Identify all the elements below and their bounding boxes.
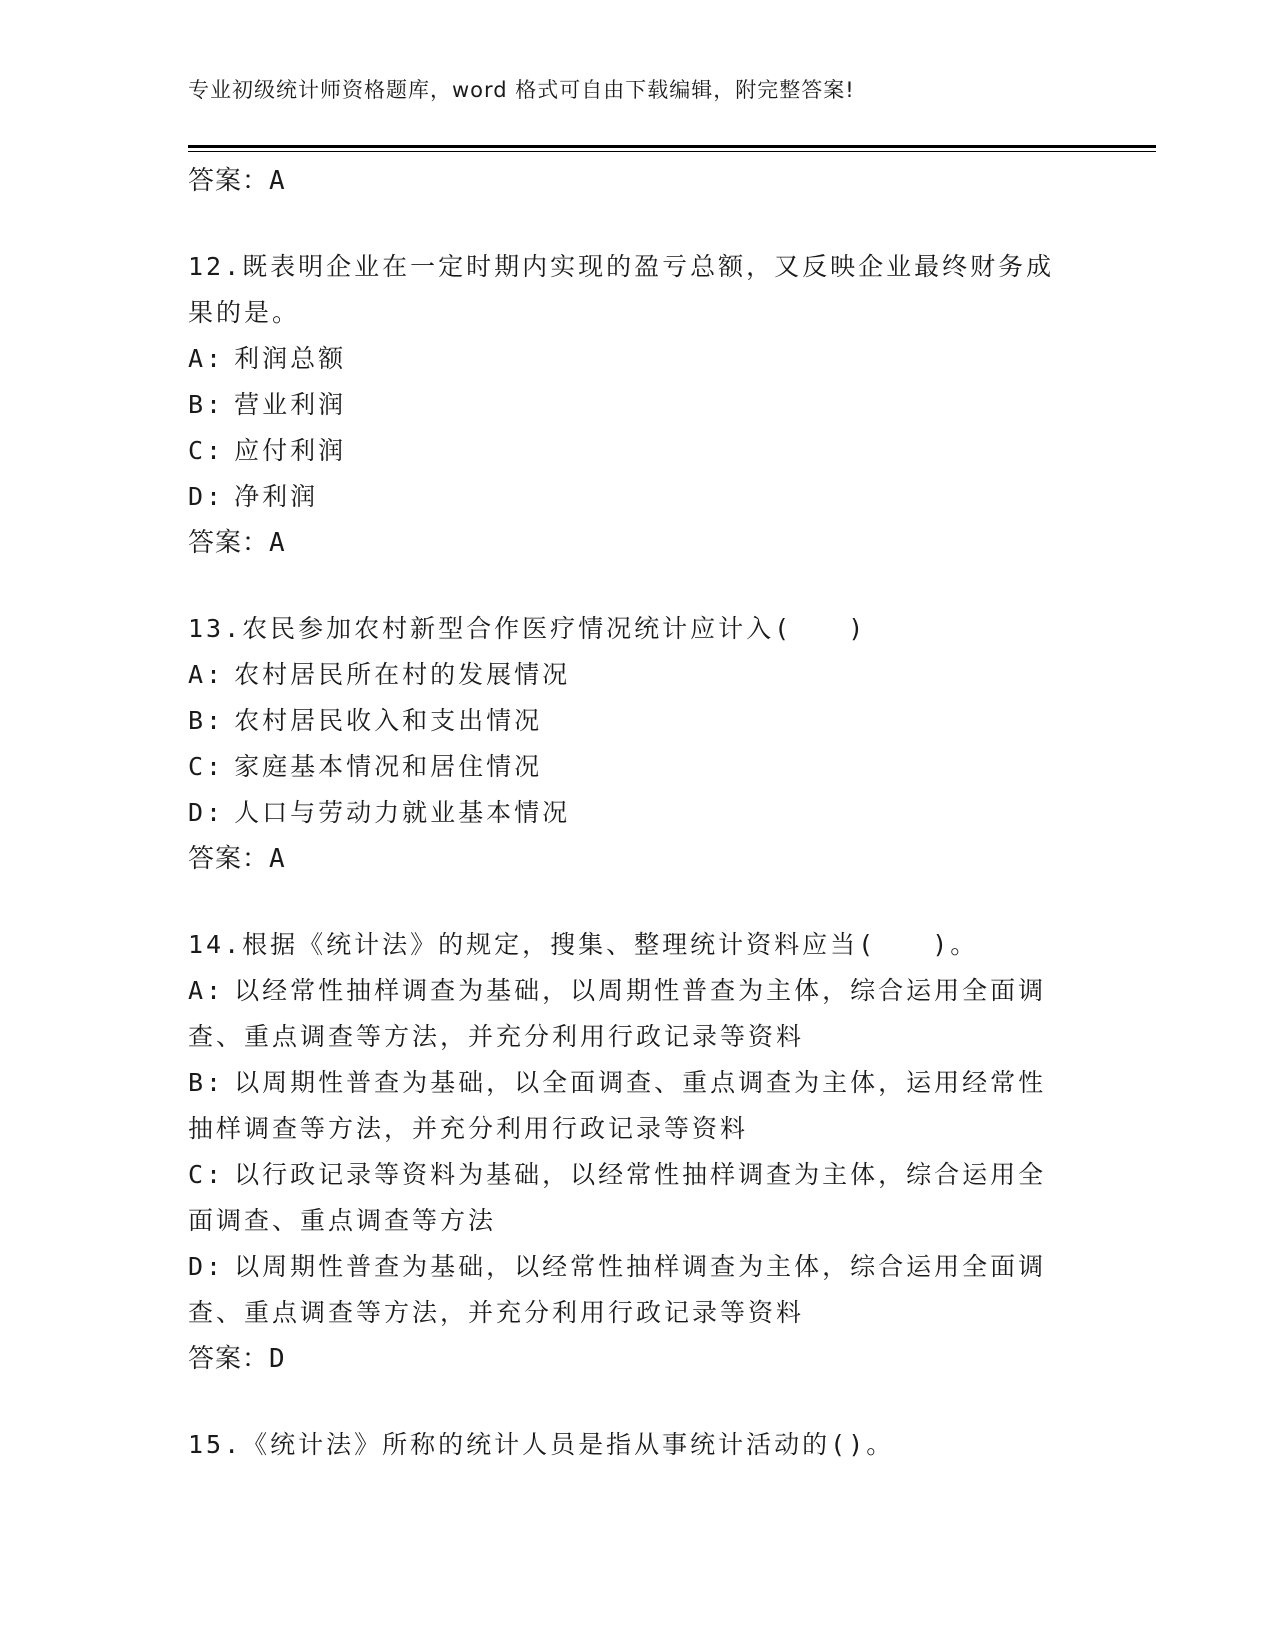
header-rule-thin	[188, 151, 1156, 152]
option-line	[188, 698, 1088, 744]
option-text: 以周期性普查为基础，以全面调查、重点调查为主体，运用经常性	[234, 1068, 1047, 1097]
question-stem-line: 果的是。	[188, 298, 301, 327]
option-key: D:	[188, 1252, 225, 1281]
option-line	[188, 474, 1088, 520]
question-block	[188, 244, 1088, 566]
option-text: 面调查、重点调查等方法	[188, 1206, 497, 1235]
option-key: A:	[188, 976, 225, 1005]
question-block	[188, 1422, 1088, 1468]
option-key: D:	[188, 482, 225, 511]
question-block	[188, 922, 1088, 1382]
question-stem-line: 13.农民参加农村新型合作医疗情况统计应计入( )	[188, 614, 867, 643]
answer-label: 答案：	[188, 844, 270, 874]
question-stem-line: 12.既表明企业在一定时期内实现的盈亏总额，又反映企业最终财务成	[188, 252, 1055, 281]
option-text: 查、重点调查等方法，并充分利用行政记录等资料	[188, 1022, 805, 1051]
question-block	[188, 606, 1088, 882]
answer-line-prev	[188, 158, 1088, 204]
option-text: 以周期性普查为基础，以经常性抽样调查为主体，综合运用全面调	[234, 1252, 1047, 1281]
option-line	[188, 382, 1088, 428]
option-key: C:	[188, 436, 225, 465]
option-line	[188, 1152, 1088, 1198]
answer-value: D	[269, 1344, 286, 1374]
option-text: 农村居民收入和支出情况	[234, 706, 543, 735]
header-note: 专业初级统计师资格题库，word 格式可自由下载编辑，附完整答案!	[188, 78, 855, 102]
option-key: B:	[188, 1068, 225, 1097]
option-line	[188, 1290, 1088, 1336]
question-gap	[188, 882, 1088, 922]
option-text: 家庭基本情况和居住情况	[234, 752, 543, 781]
answer-value: A	[269, 528, 286, 558]
option-text: 抽样调查等方法，并充分利用行政记录等资料	[188, 1114, 749, 1143]
question-list	[188, 204, 1088, 1468]
question-content	[188, 158, 1088, 1468]
option-text: 利润总额	[234, 344, 347, 373]
option-key: B:	[188, 390, 225, 419]
option-key: B:	[188, 706, 225, 735]
option-key: D:	[188, 798, 225, 827]
option-text: 净利润	[234, 482, 319, 511]
option-text: 应付利润	[234, 436, 347, 465]
option-line	[188, 1014, 1088, 1060]
option-line	[188, 1198, 1088, 1244]
question-gap	[188, 204, 1088, 244]
option-key: C:	[188, 752, 225, 781]
option-line	[188, 428, 1088, 474]
option-key: C:	[188, 1160, 225, 1189]
option-line	[188, 652, 1088, 698]
option-line	[188, 1060, 1088, 1106]
option-text: 查、重点调查等方法，并充分利用行政记录等资料	[188, 1298, 805, 1327]
question-gap	[188, 1382, 1088, 1422]
answer-line	[188, 836, 1088, 882]
option-key: A:	[188, 344, 225, 373]
question-stem-line: 14.根据《统计法》的规定，搜集、整理统计资料应当( )。	[188, 930, 979, 959]
answer-value: A	[269, 166, 286, 196]
option-text: 农村居民所在村的发展情况	[234, 660, 571, 689]
option-key: A:	[188, 660, 225, 689]
question-gap	[188, 566, 1088, 606]
option-text: 营业利润	[234, 390, 347, 419]
question-stem-line: 15.《统计法》所称的统计人员是指从事统计活动的()。	[188, 1430, 895, 1459]
option-line	[188, 1244, 1088, 1290]
option-text: 以行政记录等资料为基础，以经常性抽样调查为主体，综合运用全	[234, 1160, 1047, 1189]
option-line	[188, 1106, 1088, 1152]
option-text: 以经常性抽样调查为基础，以周期性普查为主体，综合运用全面调	[234, 976, 1047, 1005]
header-rule-thick	[188, 145, 1156, 148]
option-text: 人口与劳动力就业基本情况	[234, 798, 571, 827]
answer-line	[188, 520, 1088, 566]
answer-label: 答案：	[188, 528, 270, 558]
option-line	[188, 744, 1088, 790]
option-line	[188, 336, 1088, 382]
answer-value: A	[269, 844, 286, 874]
answer-label: 答案：	[188, 1344, 270, 1374]
option-line	[188, 790, 1088, 836]
answer-line	[188, 1336, 1088, 1382]
option-line	[188, 968, 1088, 1014]
answer-label: 答案：	[188, 166, 270, 196]
